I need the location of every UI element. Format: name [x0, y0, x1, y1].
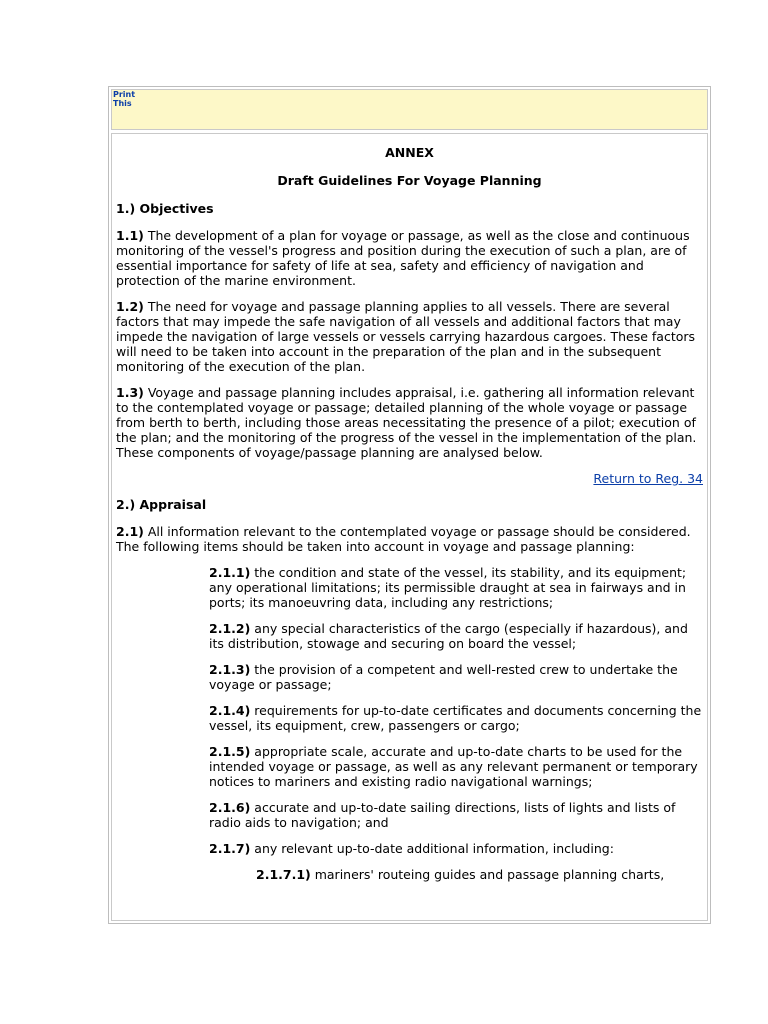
paragraph-1-3	[116, 385, 703, 460]
paragraph-number: 2.1)	[116, 524, 144, 539]
item-text: requirements for up-to-date certificates and documents concerning the vessel, its equipment, crew, passengers or cargo;	[209, 703, 702, 733]
paragraph-text: All information relevant to the contemplated voyage or passage should be considered. The following items should be taken into account in voyage and passage planning:	[116, 524, 691, 554]
paragraph-1-2	[116, 299, 703, 374]
document-content	[111, 133, 708, 921]
list-item	[209, 744, 703, 789]
paragraph-text: Voyage and passage planning includes appraisal, i.e. gathering all information relevant to the contemplated voyage or passage; detailed planning of the whole voyage or passage from berth to berth, including those areas necessitating the presence of a pilot; execution of the plan; and the monitoring of the progress of the vessel in the implementation of the plan. These components of voyage/passage planning are analysed below.	[116, 385, 697, 460]
list-item	[209, 841, 703, 856]
paragraph-text: The need for voyage and passage planning applies to all vessels. There are several factors that may impede the safe navigation of all vessels and additional factors that may impede the navigation of large vessels or vessels carrying hazardous cargoes. These factors will need to be taken into account in the preparation of the plan and in the subsequent monitoring of the execution of the plan.	[116, 299, 696, 374]
item-text: any relevant up-to-date additional information, including:	[250, 841, 614, 856]
print-label-line2: This	[113, 99, 132, 108]
item-number: 2.1.3)	[209, 662, 251, 677]
item-number: 2.1.7.1)	[256, 867, 311, 882]
document-title: Draft Guidelines For Voyage Planning	[277, 173, 542, 188]
item-number: 2.1.1)	[209, 565, 251, 580]
item-number: 2.1.7)	[209, 841, 251, 856]
list-item	[209, 662, 703, 692]
print-this-link[interactable]	[113, 90, 135, 108]
item-text: appropriate scale, accurate and up-to-date charts to be used for the intended voyage or passage, as well as any relevant permanent or temporary notices to mariners and existing radio navigational warnings;	[209, 744, 698, 789]
item-text: accurate and up-to-date sailing directions, lists of lights and lists of radio aids to navigation; and	[209, 800, 676, 830]
sub-list-item	[256, 867, 703, 882]
document-frame	[108, 86, 711, 924]
section-appraisal-heading: 2.) Appraisal	[116, 497, 207, 512]
print-label-line1: Print	[113, 90, 136, 99]
annex-title: ANNEX	[385, 145, 434, 160]
item-number: 2.1.2)	[209, 621, 251, 636]
list-item	[209, 703, 703, 733]
paragraph-number: 1.2)	[116, 299, 144, 314]
item-text: any special characteristics of the cargo (especially if hazardous), and its distribution, stowage and securing on board the vessel;	[209, 621, 688, 651]
item-number: 2.1.4)	[209, 703, 251, 718]
paragraph-number: 1.1)	[116, 228, 144, 243]
paragraph-number: 1.3)	[116, 385, 144, 400]
paragraph-2-1	[116, 524, 703, 554]
item-text: mariners' routeing guides and passage planning charts,	[310, 867, 665, 882]
list-item	[209, 621, 703, 651]
print-bar	[111, 89, 708, 130]
paragraph-1-1	[116, 228, 703, 288]
list-item	[209, 800, 703, 830]
item-number: 2.1.5)	[209, 744, 251, 759]
return-link-row	[116, 471, 703, 486]
return-to-reg-34-link[interactable]: Return to Reg. 34	[593, 471, 703, 486]
item-number: 2.1.6)	[209, 800, 251, 815]
item-text: the provision of a competent and well-rested crew to undertake the voyage or passage;	[209, 662, 678, 692]
section-objectives-heading: 1.) Objectives	[116, 201, 214, 216]
list-item	[209, 565, 703, 610]
paragraph-text: The development of a plan for voyage or passage, as well as the close and continuous monitoring of the vessel's progress and position during the execution of such a plan, are of essential importance for safety of life at sea, safety and efficiency of navigation and protection of the marine environment.	[116, 228, 690, 288]
item-text: the condition and state of the vessel, its stability, and its equipment; any operational limitations; its permissible draught at sea in fairways and in ports; its manoeuvring data, including any restrictions;	[209, 565, 687, 610]
